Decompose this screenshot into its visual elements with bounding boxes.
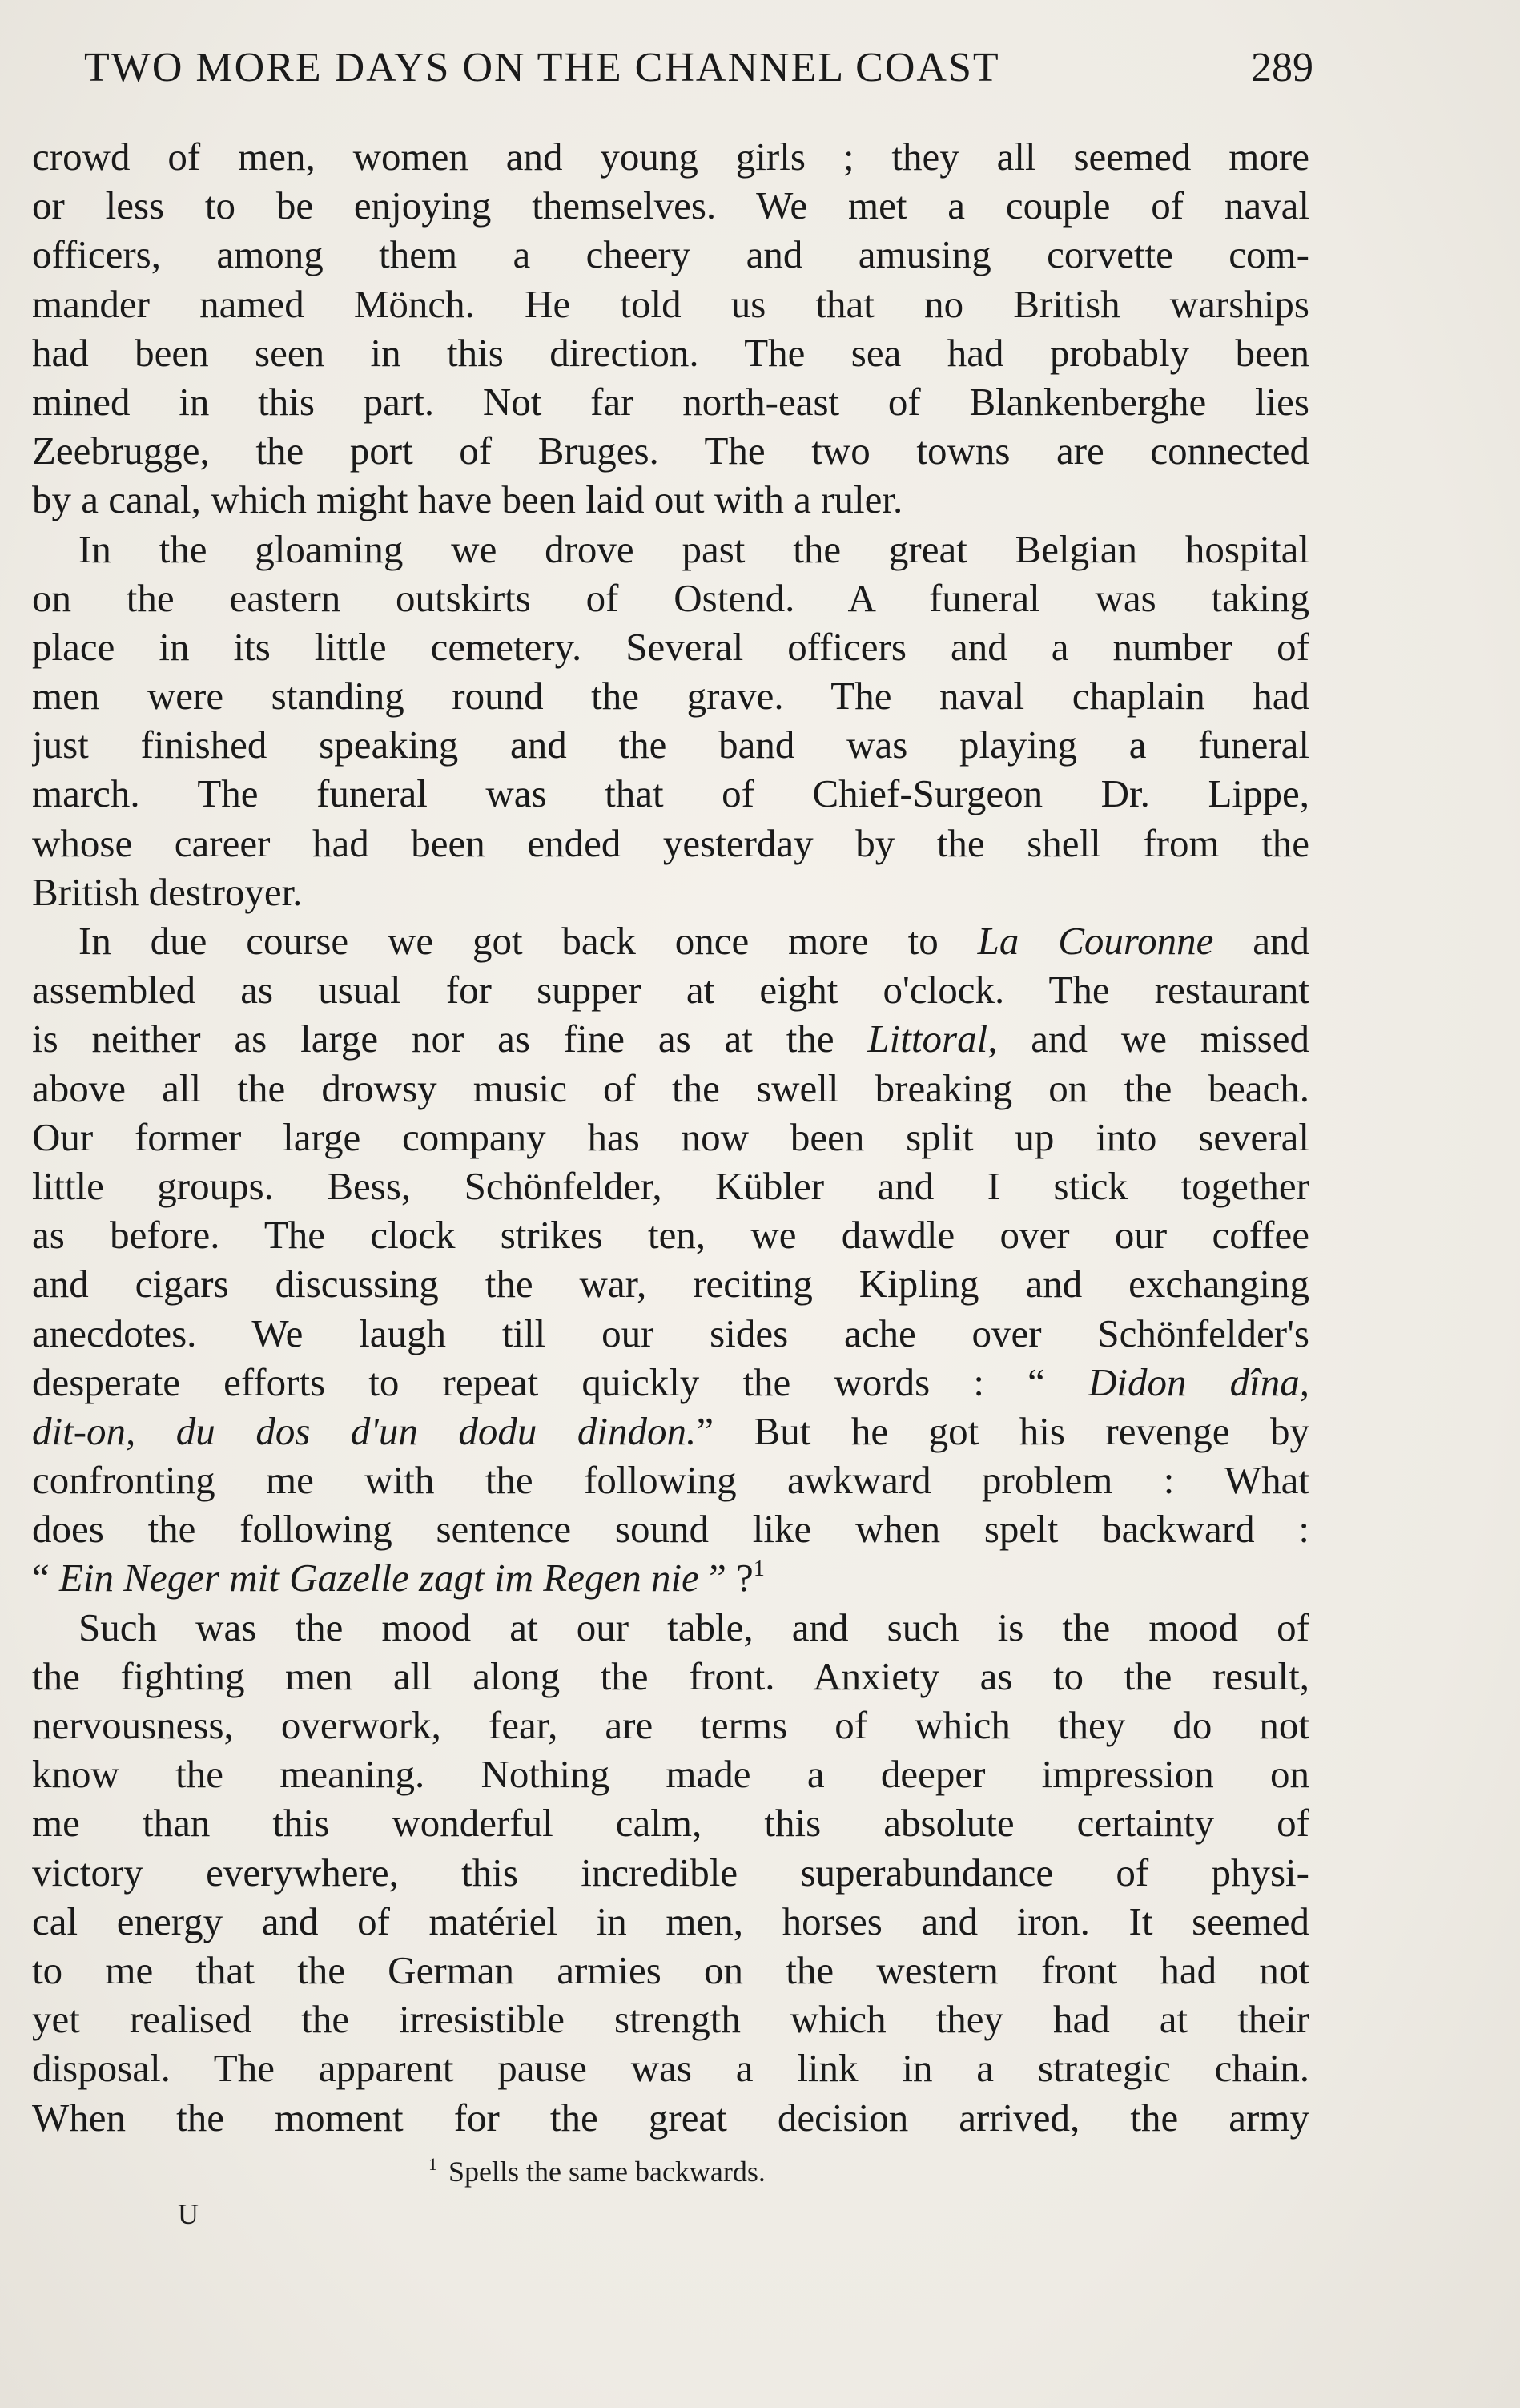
text-line: to me that the German armies on the western front had not [32, 1947, 1309, 1992]
text-line [32, 1407, 1309, 1456]
text-line: above all the drowsy music of the swell breaking on the beach. [32, 1065, 1309, 1110]
text-line: British destroyer. [32, 869, 303, 914]
text-line: anecdotes. We laugh till our sides ache over Schönfelder's [32, 1311, 1309, 1355]
text-line: mander named Mönch. He told us that no British warships [32, 281, 1309, 326]
text-segment: is neither as large nor as fine as at the [32, 1017, 868, 1061]
text-line: officers, among them a cheery and amusing corvette com- [32, 232, 1309, 277]
text-segment: “ [32, 1556, 59, 1601]
text-line: place in its little cemetery. Several officers and a number of [32, 624, 1309, 669]
text-line: men were standing round the grave. The naval chaplain had [32, 674, 1309, 719]
italic-phrase: Ein Neger mit Gazelle zagt im Regen nie [59, 1556, 699, 1601]
text-line: know the meaning. Nothing made a deeper impression on [32, 1752, 1309, 1797]
text-line: and cigars discussing the war, reciting Kipling and exchanging [32, 1262, 1309, 1307]
text-line [32, 1553, 1309, 1602]
text-line: nervousness, overwork, fear, are terms of which they do not [32, 1703, 1309, 1747]
text-line: mined in this part. Not far north-east of Blankenberghe lies [32, 379, 1309, 424]
text-line [32, 1358, 1309, 1407]
text-line: In the gloaming we drove past the great Belgian hospital [78, 526, 1309, 571]
text-line: victory everywhere, this incredible superabundance of physi- [32, 1850, 1309, 1895]
text-line: me than this wonderful calm, this absolute certainty of [32, 1801, 1309, 1846]
text-line: as before. The clock strikes ten, we dawdle over our coffee [32, 1213, 1309, 1258]
text-line: Zeebrugge, the port of Bruges. The two towns are connected [32, 429, 1309, 473]
text-line [32, 1014, 1309, 1063]
text-segment: and [1213, 919, 1309, 963]
text-segment: ” ? [698, 1556, 754, 1601]
footnote [428, 2155, 766, 2189]
footnote-reference: 1 [753, 1556, 765, 1582]
text-line: Our former large company has now been split up into several [32, 1114, 1309, 1159]
italic-phrase: Didon dîna, [1088, 1359, 1309, 1404]
text-line: does the following sentence sound like when spelt backward : [32, 1507, 1309, 1552]
text-line: just finished speaking and the band was playing a funeral [32, 723, 1309, 767]
text-line: on the eastern outskirts of Ostend. A funeral was taking [32, 575, 1309, 620]
text-line: or less to be enjoying themselves. We met a couple of naval [32, 183, 1309, 228]
text-segment: and we missed [997, 1017, 1309, 1061]
text-line: Such was the mood at our table, and such is the mood of [78, 1605, 1309, 1649]
text-line [32, 916, 1309, 965]
page-header [84, 44, 1313, 100]
text-line: had been seen in this direction. The sea had probably been [32, 330, 1309, 375]
italic-phrase: Littoral, [867, 1017, 998, 1061]
text-line: by a canal, which might have been laid out with a ruler. [32, 477, 903, 522]
text-line: march. The funeral was that of Chief-Surgeon Dr. Lippe, [32, 771, 1309, 816]
text-segment: desperate efforts to repeat quickly the words : “ [32, 1359, 1088, 1404]
text-line: crowd of men, women and young girls ; they all seemed more [32, 135, 1309, 179]
italic-phrase: dit-on, du dos d'un dodu dindon. [32, 1408, 697, 1453]
footnote-marker: 1 [428, 2154, 437, 2174]
text-line: little groups. Bess, Schönfelder, Kübler and I stick together [32, 1163, 1309, 1208]
text-line: yet realised the irresistible strength which they had at their [32, 1997, 1309, 2042]
text-line: whose career had been ended yesterday by the shell from the [32, 820, 1309, 865]
page-number: 289 [1251, 45, 1313, 91]
text-line: cal energy and of matériel in men, horses and iron. It seemed [32, 1899, 1309, 1943]
italic-phrase: La Couronne [977, 919, 1214, 963]
text-segment: ” But he got his revenge by [696, 1408, 1309, 1453]
running-title: TWO MORE DAYS ON THE CHANNEL COAST [84, 45, 1000, 91]
footnote-text: Spells the same backwards. [448, 2156, 766, 2188]
text-line: the fighting men all along the front. Anxiety as to the result, [32, 1653, 1309, 1698]
signature-mark: U [178, 2198, 199, 2230]
body-text [32, 132, 1309, 2142]
text-line: confronting me with the following awkward problem : What [32, 1458, 1309, 1503]
text-line: disposal. The apparent pause was a link in a strategic chain. [32, 2046, 1309, 2091]
text-line: assembled as usual for supper at eight o'clock. The restaurant [32, 968, 1309, 1013]
text-line: When the moment for the great decision arrived, the army [32, 2095, 1309, 2140]
text-segment: In due course we got back once more to [78, 919, 978, 963]
